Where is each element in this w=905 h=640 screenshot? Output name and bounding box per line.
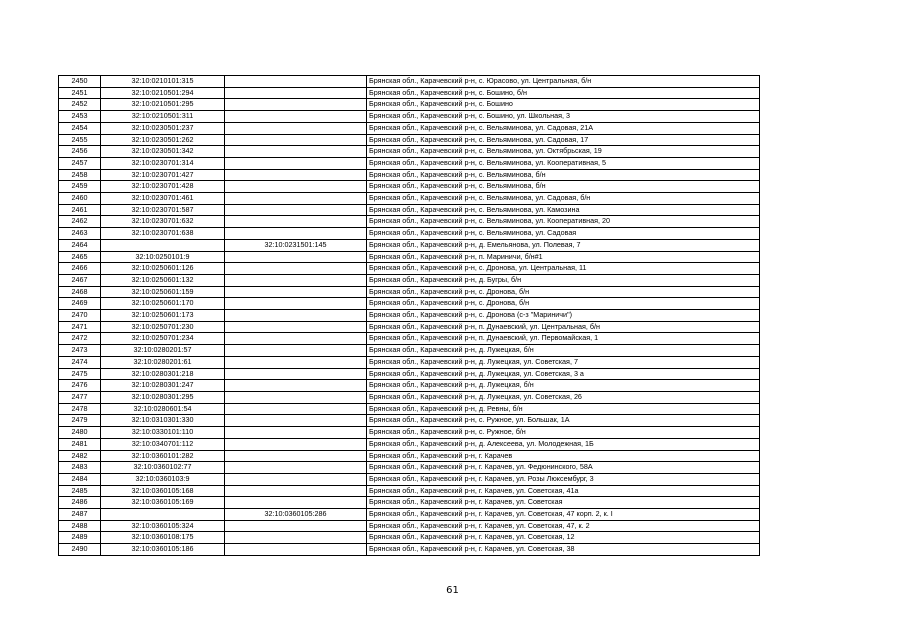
cadastral-number-cell: 32:10:0250601:159 [101,286,225,298]
cadastral-number-cell: 32:10:0360105:186 [101,544,225,556]
cadastral-number-alt-cell: 32:10:0231501:145 [225,239,367,251]
cadastral-number-cell: 32:10:0360102:77 [101,462,225,474]
cadastral-number-cell: 32:10:0230501:342 [101,146,225,158]
cadastral-number-alt-cell [225,333,367,345]
cadastral-number-alt-cell [225,193,367,205]
table-row [59,99,760,111]
table-row [59,251,760,263]
cadastral-number-alt-cell [225,485,367,497]
row-number-cell: 2463 [59,228,101,240]
row-number-cell: 2458 [59,169,101,181]
cadastral-number-alt-cell [225,76,367,88]
cadastral-number-alt-cell [225,544,367,556]
cadastral-number-cell: 32:10:0340701:112 [101,438,225,450]
cadastral-number-alt-cell [225,368,367,380]
cadastral-number-cell: 32:10:0230501:262 [101,134,225,146]
row-number-cell: 2471 [59,321,101,333]
row-number-cell: 2476 [59,380,101,392]
cadastral-number-alt-cell [225,122,367,134]
table-row [59,76,760,88]
row-number-cell: 2485 [59,485,101,497]
table-row [59,87,760,99]
cadastral-number-alt-cell [225,497,367,509]
table-row [59,111,760,123]
row-number-cell: 2472 [59,333,101,345]
table-row [59,497,760,509]
address-cell: Брянская обл., Карачевский р-н, с. Бошино [367,99,760,111]
cadastral-number-cell [101,239,225,251]
address-cell: Брянская обл., Карачевский р-н, с. Дронова, ул. Центральная, 11 [367,263,760,275]
cadastral-number-cell: 32:10:0250101:9 [101,251,225,263]
table-row [59,450,760,462]
cadastral-number-alt-cell [225,356,367,368]
cadastral-number-alt-cell [225,169,367,181]
row-number-cell: 2452 [59,99,101,111]
address-cell: Брянская обл., Карачевский р-н, с. Вельяминова, ул. Октябрьская, 19 [367,146,760,158]
address-cell: Брянская обл., Карачевский р-н, с. Ружное, б/н [367,427,760,439]
address-cell: Брянская обл., Карачевский р-н, с. Дронова, б/н [367,286,760,298]
table-row [59,544,760,556]
cadastral-number-cell: 32:10:0330101:110 [101,427,225,439]
row-number-cell: 2483 [59,462,101,474]
row-number-cell: 2477 [59,391,101,403]
table-row [59,345,760,357]
row-number-cell: 2454 [59,122,101,134]
table-row [59,181,760,193]
row-number-cell: 2486 [59,497,101,509]
table-row [59,204,760,216]
row-number-cell: 2488 [59,520,101,532]
table-row [59,438,760,450]
address-cell: Брянская обл., Карачевский р-н, с. Вельяминова, ул. Кооперативная, 5 [367,157,760,169]
row-number-cell: 2470 [59,310,101,322]
address-cell: Брянская обл., Карачевский р-н, с. Ружное, ул. Большак, 1А [367,415,760,427]
row-number-cell: 2480 [59,427,101,439]
address-cell: Брянская обл., Карачевский р-н, д. Лужецкая, б/н [367,345,760,357]
table-row [59,532,760,544]
table-row [59,380,760,392]
row-number-cell: 2456 [59,146,101,158]
cadastral-number-alt-cell [225,462,367,474]
cadastral-number-alt-cell [225,310,367,322]
cadastral-number-alt-cell: 32:10:0360105:286 [225,509,367,521]
table-row [59,520,760,532]
address-cell: Брянская обл., Карачевский р-н, п. Мариничи, б/н#1 [367,251,760,263]
cadastral-number-alt-cell [225,345,367,357]
address-cell: Брянская обл., Карачевский р-н, д. Лужецкая, б/н [367,380,760,392]
row-number-cell: 2457 [59,157,101,169]
table-row [59,310,760,322]
row-number-cell: 2462 [59,216,101,228]
table-row [59,509,760,521]
table-row [59,427,760,439]
cadastral-number-cell: 32:10:0230701:632 [101,216,225,228]
address-cell: Брянская обл., Карачевский р-н, с. Вельяминова, ул. Камозина [367,204,760,216]
table-row [59,169,760,181]
row-number-cell: 2484 [59,473,101,485]
address-cell: Брянская обл., Карачевский р-н, д. Лужецкая, ул. Советская, 3 а [367,368,760,380]
table-row [59,485,760,497]
table-row [59,122,760,134]
address-cell: Брянская обл., Карачевский р-н, с. Вельяминова, б/н [367,169,760,181]
row-number-cell: 2481 [59,438,101,450]
cadastral-number-cell: 32:10:0360108:175 [101,532,225,544]
cadastral-number-cell: 32:10:0230501:237 [101,122,225,134]
row-number-cell: 2455 [59,134,101,146]
cadastral-number-alt-cell [225,99,367,111]
address-cell: Брянская обл., Карачевский р-н, с. Бошино, ул. Школьная, 3 [367,111,760,123]
cadastral-number-cell: 32:10:0360105:169 [101,497,225,509]
table-row [59,368,760,380]
row-number-cell: 2466 [59,263,101,275]
address-cell: Брянская обл., Карачевский р-н, г. Карачев, ул. Розы Люксембург, 3 [367,473,760,485]
cadastral-number-alt-cell [225,204,367,216]
address-cell: Брянская обл., Карачевский р-н, д. Алексеева, ул. Молодежная, 1Б [367,438,760,450]
address-cell: Брянская обл., Карачевский р-н, с. Дронова (с-з "Мариничи") [367,310,760,322]
address-cell: Брянская обл., Карачевский р-н, п. Дунаевский, ул. Первомайская, 1 [367,333,760,345]
address-cell: Брянская обл., Карачевский р-н, г. Карачев, ул. Федюнинского, 58А [367,462,760,474]
cadastral-number-cell: 32:10:0280601:54 [101,403,225,415]
row-number-cell: 2469 [59,298,101,310]
cadastral-number-cell: 32:10:0360105:324 [101,520,225,532]
cadastral-number-alt-cell [225,146,367,158]
table-row [59,403,760,415]
cadastral-number-alt-cell [225,181,367,193]
cadastral-number-cell: 32:10:0250601:132 [101,274,225,286]
address-cell: Брянская обл., Карачевский р-н, г. Карачев, ул. Советская, 12 [367,532,760,544]
cadastral-number-alt-cell [225,216,367,228]
address-cell: Брянская обл., Карачевский р-н, г. Карачев, ул. Советская, 47 корп. 2, к. I [367,509,760,521]
row-number-cell: 2460 [59,193,101,205]
table-row [59,193,760,205]
table-row [59,216,760,228]
row-number-cell: 2482 [59,450,101,462]
table-row [59,286,760,298]
cadastral-number-alt-cell [225,251,367,263]
table-row [59,157,760,169]
table-row [59,333,760,345]
address-cell: Брянская обл., Карачевский р-н, с. Дронова, б/н [367,298,760,310]
cadastral-number-alt-cell [225,134,367,146]
row-number-cell: 2461 [59,204,101,216]
address-cell: Брянская обл., Карачевский р-н, п. Дунаевский, ул. Центральная, б/н [367,321,760,333]
registry-table-body [59,76,760,556]
cadastral-number-cell: 32:10:0250601:126 [101,263,225,275]
table-row [59,415,760,427]
cadastral-number-cell: 32:10:0360101:282 [101,450,225,462]
cadastral-number-cell: 32:10:0280301:218 [101,368,225,380]
row-number-cell: 2473 [59,345,101,357]
cadastral-number-alt-cell [225,298,367,310]
address-cell: Брянская обл., Карачевский р-н, г. Карачев [367,450,760,462]
cadastral-number-alt-cell [225,415,367,427]
row-number-cell: 2490 [59,544,101,556]
cadastral-number-cell: 32:10:0230701:461 [101,193,225,205]
cadastral-number-alt-cell [225,157,367,169]
cadastral-number-cell: 32:10:0280301:295 [101,391,225,403]
cadastral-number-alt-cell [225,87,367,99]
cadastral-number-cell: 32:10:0230701:314 [101,157,225,169]
table-row [59,134,760,146]
cadastral-number-cell: 32:10:0280301:247 [101,380,225,392]
cadastral-number-cell: 32:10:0360105:168 [101,485,225,497]
cadastral-number-alt-cell [225,427,367,439]
address-cell: Брянская обл., Карачевский р-н, с. Вельяминова, ул. Садовая, б/н [367,193,760,205]
cadastral-number-cell: 32:10:0230701:587 [101,204,225,216]
row-number-cell: 2465 [59,251,101,263]
cadastral-number-alt-cell [225,473,367,485]
row-number-cell: 2489 [59,532,101,544]
cadastral-number-alt-cell [225,380,367,392]
row-number-cell: 2474 [59,356,101,368]
table-row [59,356,760,368]
row-number-cell: 2468 [59,286,101,298]
address-cell: Брянская обл., Карачевский р-н, д. Бугры, б/н [367,274,760,286]
cadastral-number-alt-cell [225,391,367,403]
registry-table [58,75,760,556]
address-cell: Брянская обл., Карачевский р-н, с. Юрасово, ул. Центральная, б/н [367,76,760,88]
table-row [59,321,760,333]
row-number-cell: 2459 [59,181,101,193]
cadastral-number-cell [101,509,225,521]
cadastral-number-cell: 32:10:0210501:295 [101,99,225,111]
address-cell: Брянская обл., Карачевский р-н, с. Вельяминова, ул. Садовая, 21А [367,122,760,134]
row-number-cell: 2451 [59,87,101,99]
table-row [59,146,760,158]
cadastral-number-alt-cell [225,228,367,240]
cadastral-number-cell: 32:10:0250701:234 [101,333,225,345]
address-cell: Брянская обл., Карачевский р-н, г. Карачев, ул. Советская, 47, к. 2 [367,520,760,532]
cadastral-number-cell: 32:10:0360103:9 [101,473,225,485]
cadastral-number-cell: 32:10:0230701:638 [101,228,225,240]
cadastral-number-alt-cell [225,274,367,286]
row-number-cell: 2479 [59,415,101,427]
table-row [59,462,760,474]
cadastral-number-cell: 32:10:0210101:315 [101,76,225,88]
cadastral-number-alt-cell [225,111,367,123]
cadastral-number-alt-cell [225,321,367,333]
address-cell: Брянская обл., Карачевский р-н, с. Вельяминова, ул. Садовая [367,228,760,240]
cadastral-number-alt-cell [225,286,367,298]
cadastral-number-cell: 32:10:0210501:311 [101,111,225,123]
cadastral-number-cell: 32:10:0280201:61 [101,356,225,368]
cadastral-number-cell: 32:10:0230701:427 [101,169,225,181]
row-number-cell: 2464 [59,239,101,251]
address-cell: Брянская обл., Карачевский р-н, г. Карачев, ул. Советская [367,497,760,509]
address-cell: Брянская обл., Карачевский р-н, с. Вельяминова, ул. Садовая, 17 [367,134,760,146]
address-cell: Брянская обл., Карачевский р-н, с. Бошино, б/н [367,87,760,99]
address-cell: Брянская обл., Карачевский р-н, с. Вельяминова, б/н [367,181,760,193]
cadastral-number-alt-cell [225,438,367,450]
cadastral-number-alt-cell [225,520,367,532]
address-cell: Брянская обл., Карачевский р-н, д. Лужецкая, ул. Советская, 7 [367,356,760,368]
cadastral-number-alt-cell [225,450,367,462]
cadastral-number-cell: 32:10:0210501:294 [101,87,225,99]
row-number-cell: 2450 [59,76,101,88]
cadastral-number-cell: 32:10:0250601:170 [101,298,225,310]
cadastral-number-alt-cell [225,403,367,415]
address-cell: Брянская обл., Карачевский р-н, с. Вельяминова, ул. Кооперативная, 20 [367,216,760,228]
page-number: 61 [446,585,459,596]
address-cell: Брянская обл., Карачевский р-н, д. Емельянова, ул. Полевая, 7 [367,239,760,251]
row-number-cell: 2467 [59,274,101,286]
address-cell: Брянская обл., Карачевский р-н, г. Карачев, ул. Советская, 41а [367,485,760,497]
row-number-cell: 2478 [59,403,101,415]
table-row [59,473,760,485]
table-row [59,298,760,310]
row-number-cell: 2487 [59,509,101,521]
cadastral-number-cell: 32:10:0230701:428 [101,181,225,193]
cadastral-number-cell: 32:10:0310301:330 [101,415,225,427]
cadastral-number-cell: 32:10:0250601:173 [101,310,225,322]
row-number-cell: 2453 [59,111,101,123]
address-cell: Брянская обл., Карачевский р-н, д. Лужецкая, ул. Советская, 26 [367,391,760,403]
cadastral-number-alt-cell [225,263,367,275]
table-row [59,274,760,286]
table-row [59,263,760,275]
cadastral-number-cell: 32:10:0250701:230 [101,321,225,333]
address-cell: Брянская обл., Карачевский р-н, д. Ревны, б/н [367,403,760,415]
table-row [59,228,760,240]
address-cell: Брянская обл., Карачевский р-н, г. Карачев, ул. Советская, 38 [367,544,760,556]
cadastral-number-alt-cell [225,532,367,544]
row-number-cell: 2475 [59,368,101,380]
table-row [59,239,760,251]
table-row [59,391,760,403]
cadastral-number-cell: 32:10:0280201:57 [101,345,225,357]
